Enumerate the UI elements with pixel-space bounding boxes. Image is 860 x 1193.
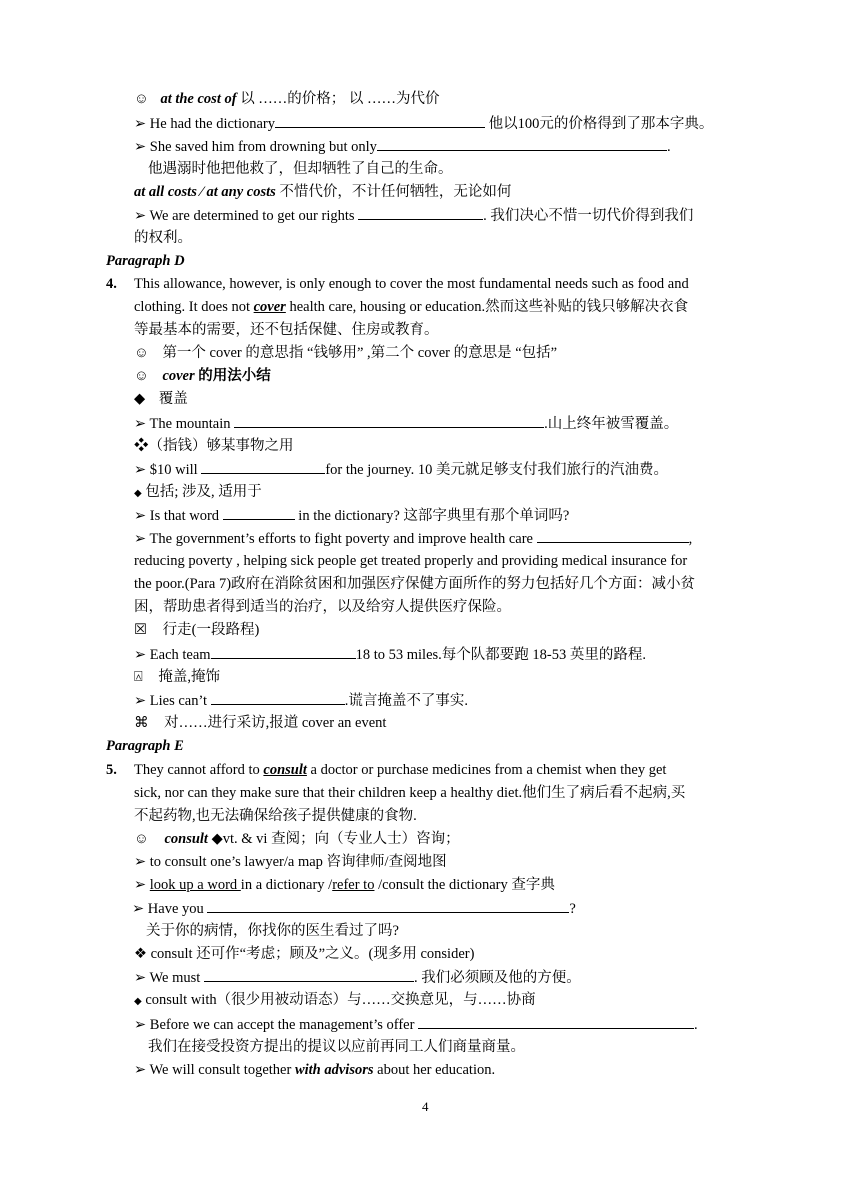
answer-blank[interactable] <box>201 459 325 474</box>
section-heading: Paragraph E <box>106 738 184 754</box>
answer-blank[interactable] <box>211 644 356 659</box>
example-line: reducing poverty , helping sick people get treated properly and providing medical insurance for <box>134 553 688 569</box>
arrow-bullet-icon: ➢ <box>134 416 147 432</box>
example-line: the poor.(Para 7)政府在消除贫困和加强医疗保健方面所作的努力包括好几个方面：减小贫 <box>134 576 696 592</box>
diamond-icon: ◆ <box>134 391 146 407</box>
passage-line: clothing. It does not cover health care, housing or education.然而这些补贴的钱只够解决衣食 <box>134 299 689 315</box>
translation-line: 的权利。 <box>134 230 192 246</box>
note-line: ☺ 第一个 cover 的意思指 “钱够用” ,第二个 cover 的意思是 “包括” <box>134 345 558 361</box>
meaning-line: ☒ 行走(一段路程) <box>134 622 260 638</box>
key-word: cover <box>253 299 286 315</box>
arrow-bullet-icon: ➢ <box>134 531 147 547</box>
translation-line: 等最基本的需要，还不包括保健、住房或教育。 <box>134 322 439 338</box>
meaning-line: ◆ consult with（很少用被动语态）与……交换意见，与……协商 <box>134 992 536 1008</box>
page-number: 4 <box>422 1099 429 1114</box>
section-heading: Paragraph D <box>106 253 185 269</box>
meaning-line: ⌘ 对……进行采访,报道 cover an event <box>134 715 387 731</box>
arrow-bullet-icon: ➢ <box>132 901 145 917</box>
example-line: ➢ She saved him from drowning but only . <box>134 136 671 157</box>
example-line: ➢ to consult one’s lawyer/a map 咨询律师/查阅地图 <box>134 854 447 870</box>
subheading-line: ☺ consult ◆vt. & vi 查阅；向（专业人士）咨询； <box>134 831 460 847</box>
boxed-x-icon: ☒ <box>134 622 147 638</box>
example-line: ➢ look up a word in a dictionary /refer to /consult the dictionary 查字典 <box>134 877 555 893</box>
example-line: ➢ Is that word in the dictionary? 这部字典里有那个单词吗? <box>134 505 569 526</box>
answer-blank[interactable] <box>234 413 544 428</box>
example-line: ➢ We will consult together with advisors about her education. <box>134 1062 496 1078</box>
translation-line: 我们在接受投资方提出的提议以应前再同工人们商量商量。 <box>148 1039 525 1055</box>
clover-bullet-icon: ❖ <box>134 946 147 962</box>
answer-blank[interactable] <box>211 690 345 705</box>
example-line: ➢ Before we can accept the management’s offer . <box>134 1014 698 1035</box>
arrow-bullet-icon: ➢ <box>134 1017 147 1033</box>
smiley-icon: ☺ <box>134 368 149 384</box>
example-line: ➢ We must . 我们必须顾及他的方便。 <box>134 967 581 988</box>
example-line: ➢ $10 will for the journey. 10 美元就足够支付我们旅行的汽油费。 <box>134 459 668 480</box>
boxed-chevron-icon: ⍓ <box>134 669 143 685</box>
command-key-icon: ⌘ <box>134 715 149 731</box>
arrow-bullet-icon: ➢ <box>134 462 147 478</box>
arrow-bullet-icon: ➢ <box>134 854 147 870</box>
example-line: ➢ Each team 18 to 53 miles.每个队都要跑 18-53 英里的路程. <box>134 644 646 665</box>
meaning-line: ❖（指钱）够某事物之用 <box>134 438 294 454</box>
meaning-line: ◆ 覆盖 <box>134 391 188 407</box>
arrow-bullet-icon: ➢ <box>134 508 147 524</box>
clover-bullet-icon: ❖ <box>134 438 149 454</box>
arrow-bullet-icon: ➢ <box>134 208 147 224</box>
example-line: ➢ Have you ? <box>132 898 576 919</box>
answer-blank[interactable] <box>358 205 483 220</box>
phrase-heading: at all costs ∕ at any costs 不惜代价，不计任何牺牲，无论如何 <box>134 184 512 200</box>
subheading-line: ☺ cover 的用法小结 <box>134 368 271 384</box>
smiley-icon: ☺ <box>134 91 149 107</box>
small-diamond-icon: ◆ <box>134 488 142 499</box>
passage-line: sick, nor can they make sure that their children keep a healthy diet.他们生了病后看不起病,买 <box>134 785 686 801</box>
passage-line: 5. They cannot afford to consult a doctor or purchase medicines from a chemist when they get <box>106 762 667 778</box>
example-line: ➢ Lies can’t .谎言掩盖不了事实. <box>134 690 468 711</box>
answer-blank[interactable] <box>223 505 295 520</box>
smiley-icon: ☺ <box>134 831 149 847</box>
arrow-bullet-icon: ➢ <box>134 693 147 709</box>
answer-blank[interactable] <box>275 113 485 128</box>
arrow-bullet-icon: ➢ <box>134 970 147 986</box>
translation-line: 困，帮助患者得到适当的治疗，以及给穷人提供医疗保险。 <box>134 599 511 615</box>
arrow-bullet-icon: ➢ <box>134 647 147 663</box>
small-diamond-icon: ◆ <box>134 996 142 1007</box>
arrow-bullet-icon: ➢ <box>134 116 147 132</box>
translation-line: 不起药物,也无法确保给孩子提供健康的食物. <box>134 808 417 824</box>
meaning-line: ◆ 包括; 涉及, 适用于 <box>134 484 262 500</box>
example-line: ➢ The government’s efforts to fight poverty and improve health care , <box>134 528 692 549</box>
example-line: ➢ The mountain .山上终年被雪覆盖。 <box>134 413 678 434</box>
note-line: ❖ consult 还可作“考虑；顾及”之义。(现多用 consider) <box>134 946 475 962</box>
example-line: ➢ He had the dictionary 他以100元的价格得到了那本字典。 <box>134 113 713 134</box>
translation-line: 关于你的病情，你找你的医生看过了吗? <box>146 923 399 939</box>
arrow-bullet-icon: ➢ <box>134 139 147 155</box>
translation-line: 他遇溺时他把他救了，但却牺牲了自己的生命。 <box>148 161 453 177</box>
smiley-icon: ☺ <box>134 345 149 361</box>
arrow-bullet-icon: ➢ <box>134 1062 147 1078</box>
arrow-bullet-icon: ➢ <box>134 877 147 893</box>
answer-blank[interactable] <box>537 528 689 543</box>
key-word: consult <box>263 762 307 778</box>
meaning-line: ⍓ 掩盖,掩饰 <box>134 669 220 685</box>
answer-blank[interactable] <box>204 967 414 982</box>
passage-line: 4. This allowance, however, is only enough to cover the most fundamental needs such as food and <box>106 276 689 292</box>
answer-blank[interactable] <box>377 136 667 151</box>
answer-blank[interactable] <box>418 1014 694 1029</box>
answer-blank[interactable] <box>207 898 569 913</box>
phrase-heading: ☺ at the cost of 以 ……的价格； 以 ……为代价 <box>134 91 440 107</box>
example-line: ➢ We are determined to get our rights . 我们决心不惜一切代价得到我们 <box>134 205 693 226</box>
